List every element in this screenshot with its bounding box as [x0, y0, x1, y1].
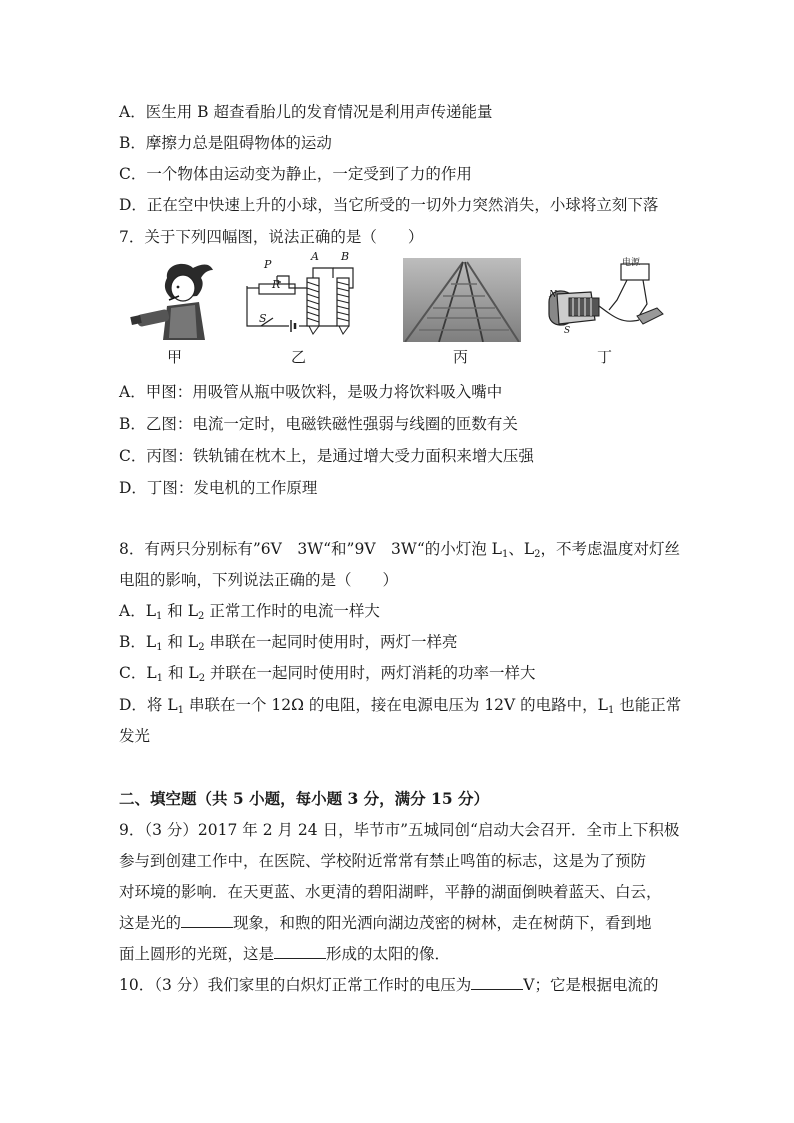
fig-ding-label-power: 电源 — [622, 258, 641, 268]
fig-bing-railway-photo — [403, 258, 521, 342]
section2-heading: 二、填空题（共 5 小题，每小题 3 分，满分 15 分） — [119, 789, 490, 808]
q9-line2: 参与到创建工作中，在医院、学校附近常常有禁止鸣笛的标志，这是为了预防 — [119, 852, 647, 870]
q10-line1: 10．（3 分）我们家里的白炽灯正常工作时的电压为 V；它是根据电流的 — [119, 976, 659, 994]
q7-option-c: C．丙图：铁轨铺在枕木上，是通过增大受力面积来增大压强 — [119, 447, 534, 465]
q6-option-b: B．摩擦力总是阻碍物体的运动 — [119, 134, 332, 152]
q7-option-b: B．乙图：电流一定时，电磁铁磁性强弱与线圈的匝数有关 — [119, 415, 518, 433]
q7-option-d: D．丁图：发电机的工作原理 — [119, 479, 318, 497]
q9-line4: 这是光的 现象，和煦的阳光洒向湖边茂密的树林，走在树荫下，看到地 — [119, 914, 652, 932]
fig-yi-label-s: S — [259, 312, 267, 325]
caption-bing: 丙 — [453, 348, 469, 366]
q8-option-a: A．$L_1$ 和 $L_2$ 正常工作时的电流一样大 — [119, 602, 380, 622]
caption-yi: 乙 — [291, 348, 307, 366]
q8-option-d-cont: 发光 — [119, 727, 151, 745]
q6-option-d: D．正在空中快速上升的小球，当它所受的一切外力突然消失，小球将立刻下落 — [119, 196, 659, 214]
q8-option-d: D．将 $L_1$ 串联在一个 12Ω 的电阻，接在电源电压为 12V 的电路中，$L_1$ 也能正常 — [119, 696, 682, 716]
q9-blank-2[interactable] — [274, 944, 326, 959]
q8-stem-line1: 8．有两只分别标有”6V 3W“和”9V 3W“的小灯泡 $L_1$、$L_2$，不考虑温度对灯丝 — [119, 540, 681, 560]
q7-option-a: A．甲图：用吸管从瓶中吸饮料，是吸力将饮料吸入嘴中 — [119, 383, 503, 401]
q6-option-c: C．一个物体由运动变为静止，一定受到了力的作用 — [119, 165, 472, 183]
q8-option-b: B．$L_1$ 和 $L_2$ 串联在一起同时使用时，两灯一样亮 — [119, 633, 458, 653]
fig-yi-label-r: R — [272, 278, 281, 291]
q8-stem-line2: 电阻的影响，下列说法正确的是（ ） — [119, 571, 399, 589]
q8-option-c: C．$L_1$ 和 $L_2$ 并联在一起同时使用时，两灯消耗的功率一样大 — [119, 664, 536, 684]
caption-ding: 丁 — [597, 348, 613, 366]
q9-line1: 9．（3 分）2017 年 2 月 24 日，毕节市”五城同创“启动大会召开．全市上下积极 — [119, 821, 680, 839]
q9-line5: 面上圆形的光斑，这是 形成的太阳的像． — [119, 945, 451, 963]
fig-ding-magnet-apparatus — [539, 258, 669, 344]
fig-ding-label-n: N — [549, 290, 557, 300]
fig-yi-label-a: A — [311, 250, 319, 263]
fig-ding-label-s: S — [564, 326, 571, 336]
q7-figures — [119, 250, 675, 368]
fig-jia-girl-drinking — [127, 258, 223, 344]
q7-stem: 7．关于下列四幅图，说法正确的是（ ） — [119, 228, 424, 246]
q6-option-a: A．医生用 B 超查看胎儿的发育情况是利用声传递能量 — [119, 103, 493, 121]
fig-yi-electromagnet-circuit — [237, 258, 367, 344]
q10-blank-1[interactable] — [471, 975, 523, 990]
q9-blank-1[interactable] — [181, 913, 233, 928]
caption-jia: 甲 — [167, 348, 183, 366]
fig-yi-label-b: B — [341, 250, 350, 263]
q9-line3: 对环境的影响．在天更蓝、水更清的碧阳湖畔，平静的湖面倒映着蓝天、白云， — [119, 883, 662, 901]
fig-yi-label-p: P — [264, 258, 272, 271]
